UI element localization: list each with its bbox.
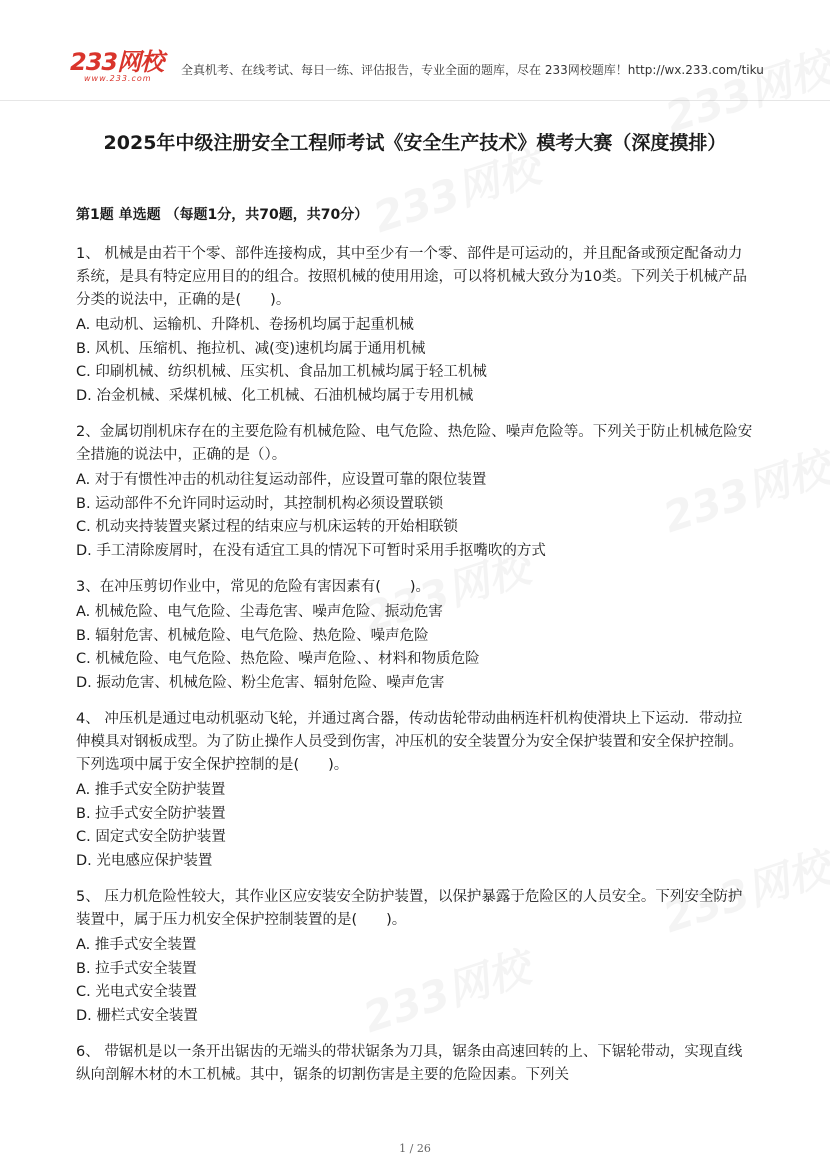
question-option[interactable]: C. 固定式安全防护装置 [76, 829, 226, 845]
question-option[interactable]: A. 推手式安全防护装置 [76, 782, 226, 798]
section-heading: 第1题 单选题 （每题1分，共70题，共70分） [76, 207, 369, 223]
question-stem: 3、在冲压剪切作业中，常见的危险有害因素有( )。 [76, 579, 431, 595]
question-option[interactable]: B. 拉手式安全防护装置 [76, 805, 226, 822]
logo-text: 233网校 [70, 48, 164, 76]
question-option[interactable]: C. 机械危险、电气危险、热危险、噪声危险、、材料和物质危险 [76, 651, 480, 667]
question-option[interactable]: B. 辐射危害、机械危险、电气危险、热危险、噪声危险 [76, 627, 429, 644]
question-option[interactable]: B. 风机、压缩机、拖拉机、减(变)速机均属于通用机械 [76, 340, 426, 357]
question-option[interactable]: D. 手工清除废屑时，在没有适宜工具的情况下可暂时采用手抠嘴吹的方式 [76, 542, 546, 559]
question-option[interactable]: D. 冶金机械、采煤机械、化工机械、石油机械均属于专用机械 [76, 387, 474, 404]
question-stem: 6、 带锯机是以一条开出锯齿的无端头的带状锯条为刀具，锯条由高速回转的上、下锯轮带动，实现直线纵向剖解木材的木工机械。其中，锯条的切割伤害是主要的危险因素。下列关 [76, 1044, 743, 1083]
question-option[interactable]: A. 推手式安全装置 [76, 937, 197, 953]
document-title: 2025年中级注册安全工程师考试《安全生产技术》模考大赛（深度摸排） [103, 132, 727, 154]
question-option[interactable]: D. 光电感应保护装置 [76, 852, 213, 869]
page-number: 1 / 26 [399, 1142, 431, 1155]
page-header [0, 0, 830, 101]
question-item [76, 421, 756, 563]
question-option[interactable]: D. 栅栏式安全装置 [76, 1007, 198, 1024]
question-option[interactable]: A. 对于有惯性冲击的机动往复运动部件，应设置可靠的限位装置 [76, 472, 487, 488]
logo-url: www.233.com [84, 74, 152, 83]
question-option[interactable]: C. 光电式安全装置 [76, 984, 197, 1000]
brand-logo[interactable] [70, 48, 170, 84]
question-option[interactable]: C. 印刷机械、纺织机械、压实机、食品加工机械均属于轻工机械 [76, 364, 487, 380]
question-option[interactable]: C. 机动夹持装置夹紧过程的结束应与机床运转的开始相联锁 [76, 519, 458, 535]
question-stem: 2、金属切削机床存在的主要危险有机械危险、电气危险、热危险、噪声危险等。下列关于防止机械危险安全措施的说法中，正确的是（）。 [76, 424, 753, 463]
question-option[interactable]: A. 机械危险、电气危险、尘毒危害、噪声危险、振动危害 [76, 604, 443, 620]
question-option[interactable]: B. 运动部件不允许同时运动时，其控制机构必须设置联锁 [76, 495, 444, 512]
question-item [76, 576, 756, 695]
question-list [76, 243, 756, 1100]
question-item [76, 243, 756, 408]
question-item [76, 708, 756, 873]
question-stem: 4、 冲压机是通过电动机驱动飞轮，并通过离合器，传动齿轮带动曲柄连杆机构使滑块上下运动．带动拉伸模具对钢板成型。为了防止操作人员受到伤害，冲压机的安全装置分为安全保护装置和安全保护控制。下列选项中属于安全保护控制的是( )。 [76, 711, 743, 773]
question-option[interactable]: D. 振动危害、机械危险、粉尘危害、辐射危险、噪声危害 [76, 674, 445, 691]
question-stem: 1、 机械是由若干个零、部件连接构成，其中至少有一个零、部件是可运动的，并且配备或预定配备动力系统，是具有特定应用目的的组合。按照机械的使用用途，可以将机械大致分为10类。下列关于机械产品分类的说法中，正确的是( )。 [76, 246, 747, 308]
question-stem: 5、 压力机危险性较大，其作业区应安装安全防护装置，以保护暴露于危险区的人员安全。下列安全防护装置中，属于压力机安全保护控制装置的是( )。 [76, 889, 743, 928]
question-item [76, 886, 756, 1028]
question-option[interactable]: A. 电动机、运输机、升降机、卷扬机均属于起重机械 [76, 317, 414, 333]
question-item [76, 1041, 756, 1087]
header-tagline: 全真机考、在线考试、每日一练、评估报告，专业全面的题库，尽在 233网校题库！http://wx.233.com/tiku [181, 63, 764, 77]
question-option[interactable]: B. 拉手式安全装置 [76, 960, 197, 977]
